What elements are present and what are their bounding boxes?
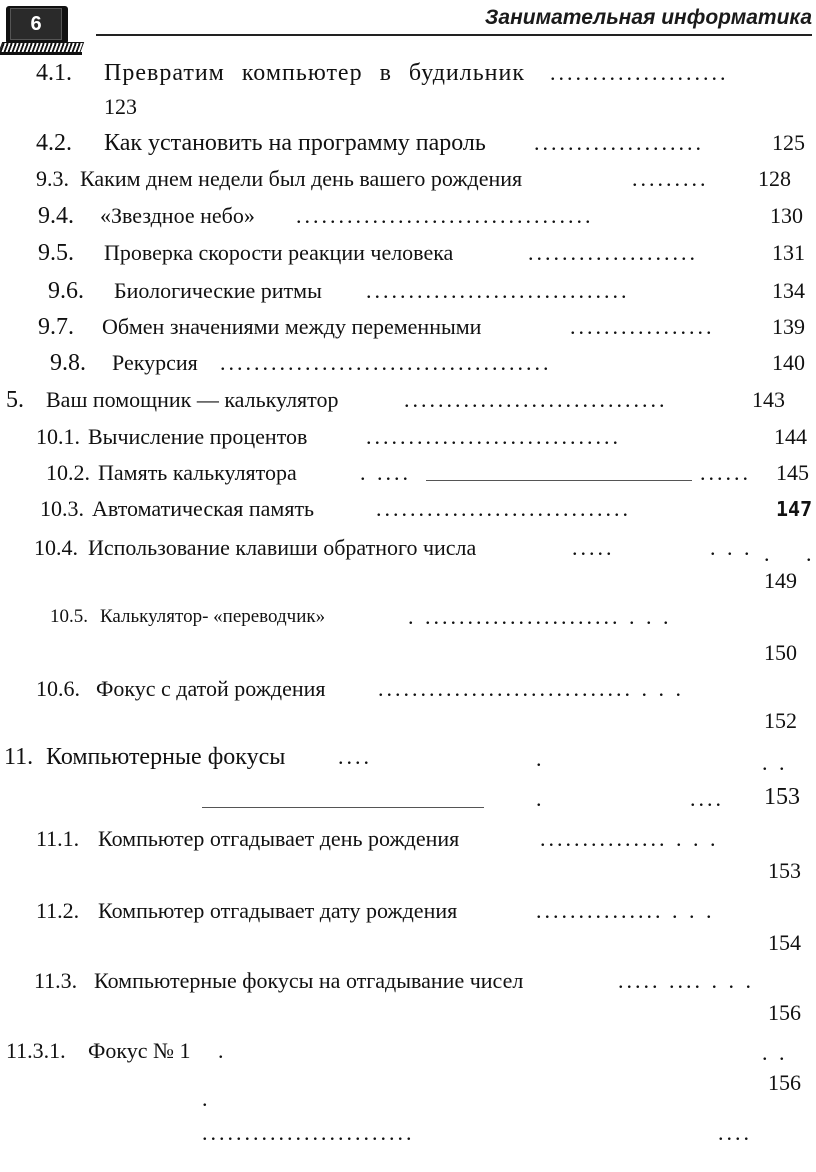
- toc-title: Компьютерные фокусы на отгадывание чисел: [94, 968, 524, 993]
- toc-number: 9.6.: [48, 278, 84, 304]
- toc-page: 125: [772, 130, 805, 155]
- toc-page: 147: [776, 497, 813, 521]
- toc-page: 152: [764, 708, 797, 733]
- toc-leader: ............... . . .: [540, 826, 719, 851]
- toc-page: 131: [772, 240, 805, 265]
- toc-underline: [426, 480, 692, 481]
- toc-page: 140: [772, 350, 805, 375]
- toc-leader: .: [806, 541, 815, 566]
- toc-leader: ............... . . .: [536, 898, 715, 923]
- toc-leader: .: [218, 1038, 227, 1063]
- toc-number: 11.3.1.: [6, 1038, 66, 1063]
- toc-number: 9.7.: [38, 314, 74, 340]
- toc-page: 123: [104, 94, 137, 119]
- toc-page: 134: [772, 278, 805, 303]
- toc-number: 11.2.: [36, 898, 80, 923]
- toc-title: Биологические ритмы: [114, 278, 322, 303]
- page-header: [0, 0, 816, 60]
- toc-title: Фокус № 1: [88, 1038, 191, 1063]
- toc-page: 143: [752, 387, 785, 412]
- toc-title: Компьютерные фокусы: [46, 744, 286, 770]
- toc-leader: ..... .... . . .: [618, 968, 754, 993]
- toc-number: 10.3.: [40, 496, 84, 521]
- toc-title: Калькулятор- «переводчик»: [100, 606, 326, 627]
- toc-page: 154: [768, 930, 801, 955]
- toc-leader: . ....: [360, 460, 411, 485]
- toc-title: Компьютер отгадывает день рождения: [98, 826, 460, 851]
- toc-leader: .: [536, 746, 545, 771]
- toc-leader: ....................: [528, 240, 698, 265]
- toc-leader: .................: [570, 314, 715, 339]
- toc-title: Автоматическая память: [92, 496, 315, 521]
- toc-number: 9.5.: [38, 240, 74, 266]
- toc-title: Ваш помощник — калькулятор: [46, 387, 339, 412]
- toc-title: Как установить на программу пароль: [104, 130, 486, 156]
- toc-number: 10.1.: [36, 424, 80, 449]
- toc-title: Компьютер отгадывает дату рождения: [98, 898, 458, 923]
- toc-number: 11.1.: [36, 826, 80, 851]
- toc-page: 145: [776, 460, 809, 485]
- toc-number: 4.1.: [36, 60, 72, 86]
- toc-leader: . . .: [710, 535, 753, 560]
- toc-number: 4.2.: [36, 130, 72, 156]
- toc-title: Превратим компьютер в будильник: [104, 60, 526, 86]
- toc-page: 156: [768, 1070, 801, 1095]
- toc-leader: .: [202, 1086, 211, 1111]
- toc-title: «Звездное небо»: [100, 203, 255, 228]
- header-rule: [96, 34, 812, 36]
- toc-leader: ..............................: [366, 424, 621, 449]
- toc-leader: ...............................: [404, 387, 668, 412]
- toc-leader: .......................................: [220, 350, 552, 375]
- toc-title: Каким днем недели был день вашего рождения: [80, 166, 523, 191]
- toc-number: 9.4.: [38, 203, 74, 229]
- toc-number: 9.8.: [50, 350, 86, 376]
- toc-number: 10.2.: [46, 460, 90, 485]
- toc-page: 150: [764, 640, 797, 665]
- toc-leader: ...................................: [296, 203, 594, 228]
- toc-page: 149: [764, 568, 797, 593]
- toc-leader: ....................: [534, 130, 704, 155]
- toc-leader: .........................: [202, 1120, 415, 1145]
- laptop-foot: [0, 52, 82, 55]
- toc-leader: ....: [338, 744, 372, 769]
- toc-page: 139: [772, 314, 805, 339]
- toc-number: 11.: [4, 744, 34, 770]
- toc-title: Проверка скорости реакции человека: [104, 240, 454, 265]
- page-number: 6: [10, 8, 62, 40]
- toc-leader: ......: [700, 460, 751, 485]
- toc-leader: .: [764, 541, 773, 566]
- toc-leader: .....: [572, 535, 615, 560]
- toc-title: Обмен значениями между переменными: [102, 314, 482, 339]
- toc-leader: ....: [690, 786, 724, 811]
- toc-leader: .: [536, 786, 545, 811]
- toc-title: Память калькулятора: [98, 460, 297, 485]
- toc-number: 9.3.: [36, 166, 69, 191]
- toc-leader: .........: [632, 166, 709, 191]
- toc-title: Фокус с датой рождения: [96, 676, 326, 701]
- toc-page: 130: [770, 203, 803, 228]
- book-title: Занимательная информатика: [484, 6, 812, 29]
- toc-leader: . ....................... . . .: [408, 604, 672, 629]
- toc-number: 10.5.: [50, 606, 88, 627]
- toc-page: 153: [768, 858, 801, 883]
- toc-page: 144: [774, 424, 807, 449]
- laptop-icon: [0, 2, 82, 60]
- toc-number: 5.: [6, 387, 24, 413]
- toc-underline: [202, 807, 484, 808]
- toc-leader: . .: [762, 1040, 788, 1065]
- toc-leader: ...............................: [366, 278, 630, 303]
- toc-title: Вычисление процентов: [88, 424, 308, 449]
- toc-number: 10.4.: [34, 535, 78, 560]
- toc-page: 153: [764, 784, 800, 810]
- toc-leader: ..............................: [376, 496, 631, 521]
- toc-page: 156: [768, 1000, 801, 1025]
- toc-number: 11.3.: [34, 968, 78, 993]
- toc-leader: ....: [718, 1120, 752, 1145]
- toc-title: Рекурсия: [112, 350, 198, 375]
- toc-page: 128: [758, 166, 791, 191]
- toc-number: 10.6.: [36, 676, 80, 701]
- toc-leader: .....................: [550, 60, 729, 85]
- toc-leader: .............................. . . .: [378, 676, 684, 701]
- toc-leader: . .: [762, 750, 788, 775]
- toc-title: Использование клавиши обратного числа: [88, 535, 477, 560]
